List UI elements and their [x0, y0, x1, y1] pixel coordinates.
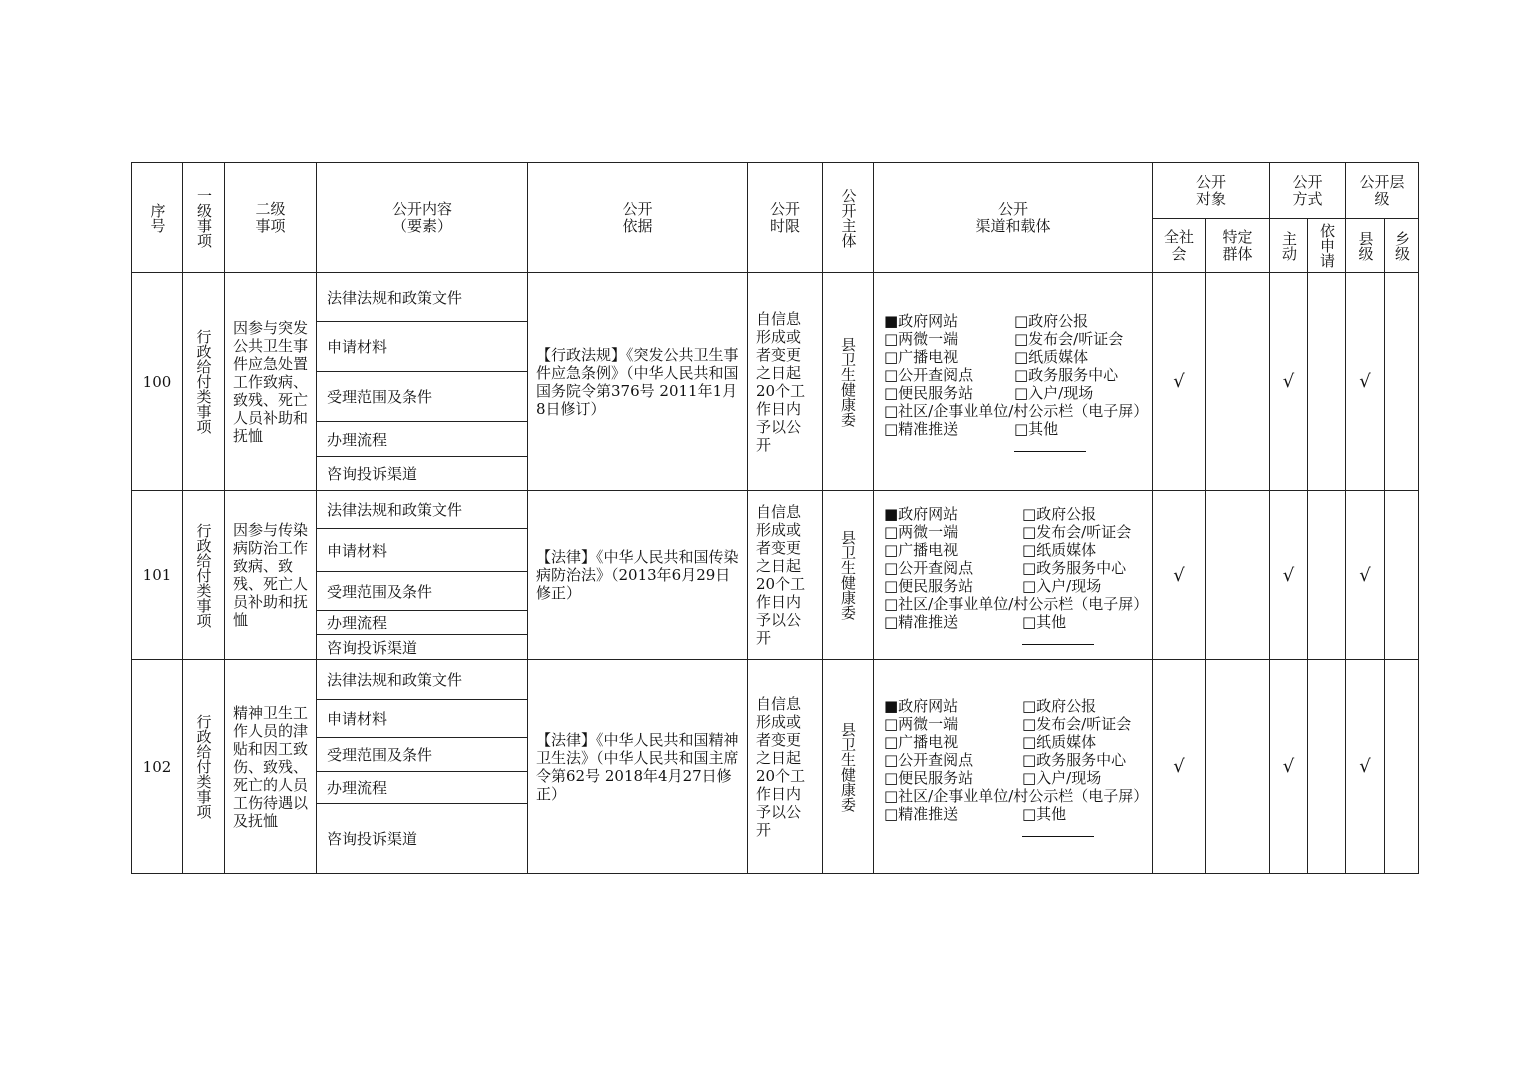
- check-method-active: √: [1270, 491, 1308, 660]
- row-time: 自信息形成或者变更之日起20个工作日内予以公开: [748, 660, 823, 874]
- row-seq: 100: [132, 273, 183, 491]
- content-item: 受理范围及条件: [317, 572, 528, 611]
- channel-option: □政务服务中心: [1022, 750, 1127, 769]
- header-target-group: 特定 群体: [1206, 219, 1270, 273]
- check-target-group: [1206, 660, 1270, 874]
- channel-option: □发布会/听证会: [1014, 329, 1124, 348]
- channel-option: □入户/现场: [1022, 577, 1102, 595]
- content-item: 咨询投诉渠道: [317, 804, 528, 874]
- header-time: 公开 时限: [748, 163, 823, 273]
- content-item: 申请材料: [317, 700, 528, 738]
- check-level-town: [1385, 660, 1419, 874]
- row-level2: 精神卫生工作人员的津贴和因工致伤、致残、死亡的人员工伤待遇以及抚恤: [225, 660, 317, 874]
- channel-option: □社区/企事业单位/村公示栏（电子屏）: [884, 786, 1149, 805]
- row-time: 自信息形成或者变更之日起20个工作日内予以公开: [748, 491, 823, 660]
- header-level: 公开层 级: [1346, 163, 1419, 219]
- row-basis: 【法律】《中华人民共和国精神卫生法》（中华人民共和国主席令第62号 2018年4月27日修正）: [528, 660, 748, 874]
- header-level-county: 县级: [1346, 219, 1385, 273]
- check-method-active: √: [1270, 273, 1308, 491]
- check-method-request: [1308, 491, 1346, 660]
- channel-option: □纸质媒体: [1014, 347, 1089, 366]
- content-item: 咨询投诉渠道: [317, 457, 528, 491]
- content-item: 法律法规和政策文件: [317, 273, 528, 322]
- check-level-town: [1385, 273, 1419, 491]
- row-basis: 【法律】《中华人民共和国传染病防治法》（2013年6月29日修正）: [528, 491, 748, 660]
- channel-option: □政府公报: [1022, 696, 1097, 715]
- row-time: 自信息形成或者变更之日起20个工作日内予以公开: [748, 273, 823, 491]
- row-channels: [874, 491, 1153, 660]
- channel-option: ■政府网站: [884, 505, 959, 523]
- channel-option: □广播电视: [884, 347, 959, 366]
- channel-option: □精准推送: [884, 613, 959, 631]
- channel-option: □政务服务中心: [1022, 559, 1127, 577]
- header-basis: 公开 依据: [528, 163, 748, 273]
- channel-option: □社区/企事业单位/村公示栏（电子屏）: [884, 401, 1149, 420]
- check-target-group: [1206, 273, 1270, 491]
- channel-option: □广播电视: [884, 732, 959, 751]
- channel-option: □广播电视: [884, 541, 959, 559]
- content-item: 申请材料: [317, 322, 528, 372]
- channel-option: □政务服务中心: [1014, 365, 1119, 384]
- row-channels: [874, 273, 1153, 491]
- content-item: 法律法规和政策文件: [317, 660, 528, 700]
- content-item: 咨询投诉渠道: [317, 635, 528, 660]
- content-item: 办理流程: [317, 611, 528, 635]
- channel-option: □精准推送: [884, 419, 959, 438]
- content-item: 受理范围及条件: [317, 372, 528, 422]
- channel-option: □公开查阅点: [884, 559, 974, 577]
- row-level1: 行政给付类事项: [183, 491, 225, 660]
- check-target-all: √: [1153, 491, 1206, 660]
- channel-option: □入户/现场: [1014, 383, 1094, 402]
- channel-option: □便民服务站: [884, 577, 974, 595]
- content-item: 法律法规和政策文件: [317, 491, 528, 529]
- channel-option: □便民服务站: [884, 383, 974, 402]
- channel-option: □政府公报: [1022, 505, 1097, 523]
- content-item: 申请材料: [317, 529, 528, 572]
- channel-option: □两微一端: [884, 523, 959, 541]
- content-item: 办理流程: [317, 422, 528, 457]
- header-seq: 序号: [132, 163, 183, 273]
- header-content: 公开内容 （要素）: [317, 163, 528, 273]
- channel-option: □纸质媒体: [1022, 541, 1097, 559]
- disclosure-table: [131, 162, 1419, 874]
- row-level1: 行政给付类事项: [183, 273, 225, 491]
- row-subject: 县卫生健康委: [823, 273, 874, 491]
- check-method-request: [1308, 273, 1346, 491]
- channel-option: □两微一端: [884, 329, 959, 348]
- check-level-county: √: [1346, 491, 1385, 660]
- channel-option: □便民服务站: [884, 768, 974, 787]
- channel-option: □纸质媒体: [1022, 732, 1097, 751]
- check-target-all: √: [1153, 660, 1206, 874]
- row-seq: 101: [132, 491, 183, 660]
- row-level1: 行政给付类事项: [183, 660, 225, 874]
- row-level2: 因参与传染病防治工作致病、致残、死亡人员补助和抚恤: [225, 491, 317, 660]
- channel-option: □入户/现场: [1022, 768, 1102, 787]
- content-item: 办理流程: [317, 772, 528, 804]
- row-basis: 【行政法规】《突发公共卫生事件应急条例》（中华人民共和国国务院令第376号 2011年1月8日修订）: [528, 273, 748, 491]
- channel-option: □其他: [1014, 420, 1086, 452]
- header-target-all: 全社 会: [1153, 219, 1206, 273]
- header-method: 公开 方式: [1270, 163, 1346, 219]
- check-method-active: √: [1270, 660, 1308, 874]
- channel-option: □公开查阅点: [884, 365, 974, 384]
- channel-option: ■政府网站: [884, 311, 959, 330]
- check-target-group: [1206, 491, 1270, 660]
- header-method-active: 主动: [1270, 219, 1308, 273]
- header-subject: 公开主体: [823, 163, 874, 273]
- row-level2: 因参与突发公共卫生事件应急处置工作致病、致残、死亡人员补助和抚恤: [225, 273, 317, 491]
- check-level-county: √: [1346, 273, 1385, 491]
- header-target: 公开 对象: [1153, 163, 1270, 219]
- channel-option: □社区/企事业单位/村公示栏（电子屏）: [884, 595, 1149, 613]
- channel-option: ■政府网站: [884, 696, 959, 715]
- channel-option: □公开查阅点: [884, 750, 974, 769]
- check-level-county: √: [1346, 660, 1385, 874]
- header-channel: 公开 渠道和载体: [874, 163, 1153, 273]
- row-subject: 县卫生健康委: [823, 660, 874, 874]
- check-level-town: [1385, 491, 1419, 660]
- channel-option: □发布会/听证会: [1022, 714, 1132, 733]
- check-target-all: √: [1153, 273, 1206, 491]
- channel-option: □两微一端: [884, 714, 959, 733]
- check-method-request: [1308, 660, 1346, 874]
- header-level-town: 乡级: [1385, 219, 1419, 273]
- row-channels: [874, 660, 1153, 874]
- header-level1: 一级事项: [183, 163, 225, 273]
- row-subject: 县卫生健康委: [823, 491, 874, 660]
- channel-option: □其他: [1022, 613, 1094, 645]
- row-seq: 102: [132, 660, 183, 874]
- content-item: 受理范围及条件: [317, 738, 528, 772]
- channel-option: □精准推送: [884, 804, 959, 823]
- channel-option: □发布会/听证会: [1022, 523, 1132, 541]
- header-level2: 二级事项: [225, 163, 317, 273]
- channel-option: □其他: [1022, 805, 1094, 837]
- header-method-request: 依申请: [1308, 219, 1346, 273]
- channel-option: □政府公报: [1014, 311, 1089, 330]
